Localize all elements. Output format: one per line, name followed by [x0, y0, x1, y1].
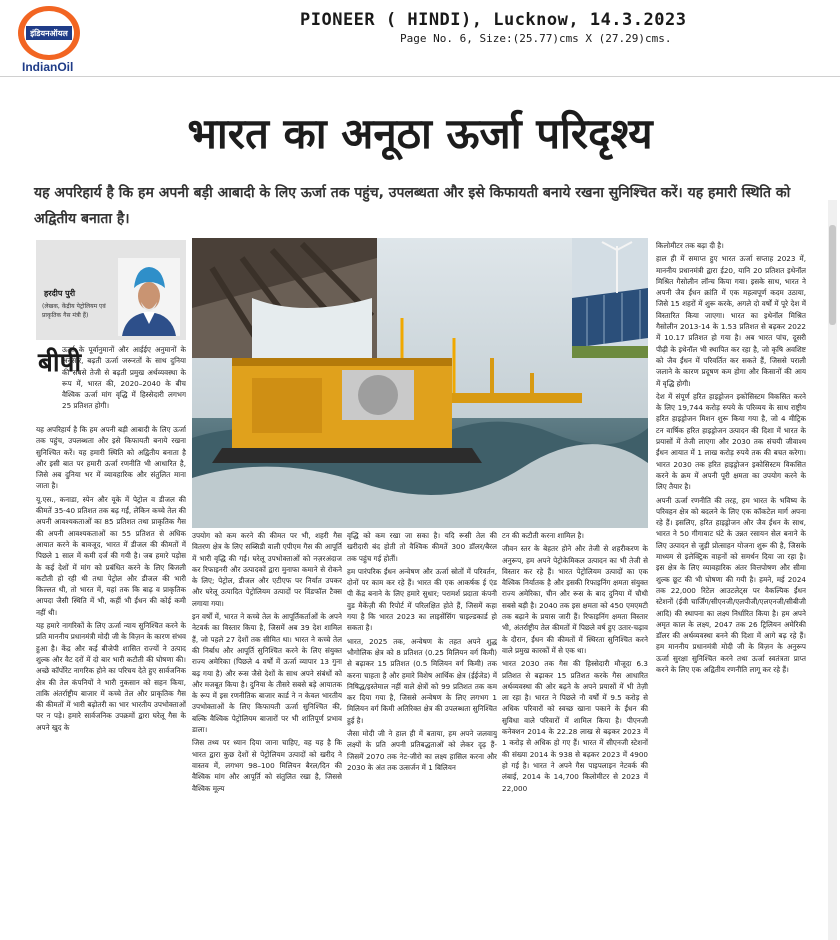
publication-line: PIONEER ( HINDI), Lucknow, 14.3.2023 [300, 10, 687, 30]
column-5 [656, 240, 806, 932]
paragraph: जीवन स्तर के बेहतर होने और तेजी से शहरीकरण के अनुरूप, हम अपने पेट्रोकेमिकल उत्पादन का भी तेजी से विस्तार कर रहे हैं। भारत पेट्रोलियम उत्पादों का एक वैश्विक निर्यातक है और इसकी रिफाइनिंग क्षमता संयुक्त राज्य अमेरिका, चीन और रूस के बाद दुनिया में चौथी सबसे बड़ी है। 2040 तक इस क्षमता को 450 एमएमटी तक बढ़ाने के प्रयास जारी हैं। रिफाइनिंग क्षमता विस्तार भी, अंतर्राष्ट्रीय तेल कीमतों में पिछले वर्ष हुए उतार-चढ़ाव के दौरान, ईंधन की कीमतों में स्थिरता सुनिश्चित करने वाले प्रमुख कारकों में से एक था। [502, 544, 648, 655]
paragraph: अपनी ऊर्जा रणनीति की तरह, हम भारत के भविष्य के परिवहन क्षेत्र को बदलने के लिए एक कॉकटेल मार्ग अपना रहे हैं। इसलिए, हरित हाइड्रोजन और जैव ईंधन के साथ, भारत ने 50 गीगावाट घंटे के उन्नत रसायन सेल बनाने के लिए उत्पादन से जुड़ी प्रोत्साहन योजना शुरू की है, जिसके माध्यम से इलेक्ट्रिक वाहनों को समर्थन दिया जा रहा है। इस क्षेत्र के लिए व्यावहारिक अंतर वित्तपोषण और सीमा शुल्क छूट की भी घोषणा की गयी है। हमने, मई 2024 तक 22,000 रिटेल आउटलेट्स पर वैकल्पिक ईंधन स्टेशनों (ईवी चार्जिंग/सीएनजी/एलपीजी/एलएनजी/सीबीजी आदि) की स्थापना का लक्ष्य निर्धारित किया है। हम अपने अमृत काल के लक्ष्य, 2047 तक 26 ट्रिलियन अमेरिकी डॉलर की अर्थव्यवस्था बनने की दिशा में आगे बढ़ रहे हैं। हम माननीय प्रधानमंत्री मोदी जी के विज़न के अनुरूप ऊर्जा सुरक्षा सुनिश्चित करने तथा ऊर्जा स्वतंत्रता प्राप्त करने के लिए एक अद्वितीय रणनीति लागू कर रहे हैं। [656, 495, 806, 674]
drop-cap: बीपी [38, 348, 82, 378]
scrollbar-thumb[interactable] [829, 225, 836, 325]
paragraph: हम पारंपरिक ईंधन अन्वेषण और ऊर्जा स्रोतों में परिवर्तन, दोनों पर काम कर रहे हैं। भारत की एक आकर्षक ई एंड पी केंद्र बनाने के लिए हमारे सुधार; परामर्श प्रदाता कंपनी वुड मैकेंज़ी की रिपोर्ट में परिलक्षित होते हैं, जिसमें कहा गया है कि भारत 2023 का लाइसेंसिंग चाइल्डकार्ड हो सकता है। [347, 566, 497, 633]
column-2 [192, 530, 342, 932]
brand-name: IndianOil [22, 60, 74, 74]
paragraph: यह अपरिहार्य है कि हम अपनी बड़ी आबादी के लिए ऊर्जा तक पहुंच, उपलब्धता और इसे किफायती बनाये रखना सुनिश्चित करें। यह हमारी स्थिति को अद्वितीय बनाता है और इसी बात पर हमारी ऊर्जा रणनीति भी आधारित है, जिसे अब दुनिया भर में व्यावहारिक और संतुलित माना जाता है। [36, 425, 186, 491]
paragraph: भारत 2030 तक गैस की हिस्सेदारी मौजूदा 6.3 प्रतिशत से बढ़ाकर 15 प्रतिशत करके गैस आधारित अर्थव्यवस्था की ओर बढ़ने के अपने प्रयासों में भी तेज़ी ला रहा है। भारत ने पिछले नौ वर्षों में 9.5 करोड़ से अधिक परिवारों को स्वच्छ खाना पकाने के ईंधन की सुविधा वाले परिवारों में शामिल किया है। पीएनजी कनेक्शन 2014 के 22.28 लाख से बढ़कर 2023 में 1 करोड़ से अधिक हो गए हैं। भारत में सीएनजी स्टेशनों की संख्या 2014 के 938 से बढ़कर 2023 में 4900 हो गई है। भारत ने अपने गैस पाइपलाइन नेटवर्क की लंबाई, 2014 के 14,700 किलोमीटर से 2023 में 22,000 [502, 659, 648, 793]
paragraph: उपयोग को कम करने की कीमत पर भी, शहरी गैस वितरण क्षेत्र के लिए सब्सिडी वाली एपीएम गैस की आपूर्ति में भारी वृद्धि की गई। घरेलू उपभोक्ताओं को नज़रअंदाज कर रिफाइनरी और उत्पादकों द्वारा मुनाफा कमाने से रोकने के लिए; पेट्रोल, डीजल और एटीएफ पर निर्यात उपकर और घरेलू उत्पादित पेट्रोलियम उत्पादों पर विंडफॉल टैक्स लगाया गया। [192, 531, 342, 608]
paragraph: यू.एस., कनाडा, स्पेन और यूके में पेट्रोल व डीजल की कीमतें 35-40 प्रतिशत तक बढ़ गईं, लेकिन कच्चे तेल की अपनी आवश्यकताओं का 85 प्रतिशत तथा प्राकृतिक गैस की अपनी आवश्यकताओं का 55 प्रतिशत से अधिक आयात करने के बावजूद, भारत में डीजल की कीमतों में पिछले 1 साल में कमी दर्ज की गयी है। जब हमारे पड़ोस के कई देशों में मांग को प्रबंधित करने के लिए बिजली कटौती हो रही थी तथा पेट्रोल और डीजल की भारी किल्लत थी, तो भारत में, यहां तक कि बाढ़ व प्राकृतिक आपदा जैसी स्थिति में भी, कहीं भी ईंधन की कोई कमी नहीं थी। [36, 494, 186, 617]
article-intro: यह अपरिहार्य है कि हम अपनी बड़ी आबादी के लिए ऊर्जा तक पहुंच, उपलब्धता और इसे किफायती बनाये रखना सुनिश्चित करें। यह हमारी स्थिति को अद्वितीय बनाता है। [34, 185, 791, 227]
indianoil-logo [18, 6, 80, 60]
column-3 [347, 530, 497, 932]
paragraph: किलोमीटर तक बढ़ा दी है। [656, 241, 724, 250]
paragraph: ऊर्जा के पूर्वानुमानों और आईईए अनुमानों के अनुसार, बढ़ती ऊर्जा जरूरतों के साथ दुनिया की सबसे तेजी से बढ़ती प्रमुख अर्थव्यवस्था के रूप में, भारत की, 2020–2040 के बीच वैश्विक ऊर्जा मांग वृद्धि में हिस्सेदारी लगभग 25 प्रतिशत होगी। [62, 345, 186, 411]
author-photo [118, 258, 180, 336]
paragraph: यह हमारे नागरिकों के लिए ऊर्जा न्याय सुनिश्चित करने के प्रति माननीय प्रधानमंत्री मोदी जी के विज़न के कारण संभव हुआ है। केंद्र और कई बीजेपी शासित राज्यों ने उत्पाद शुल्क और वैट दरों में दो बार भारी कटौती की घोषणा की। अच्छे कॉर्पोरेट नागरिक होने का परिचय देते हुए सार्वजनिक क्षेत्र की तेल कंपनियों ने भारी नुकसान को सहन किया, ताकि अंतर्राष्ट्रीय बाजार में कच्चे तेल और प्राकृतिक गैस की कीमतों में भारी बढ़ोतरी का भार भारतीय उपभोक्ताओं पर न पड़े। हमारे सार्वजनिक उपक्रमों द्वारा घरेलू गैस के अपने खुद के [36, 621, 186, 732]
logo-text: इंडियनऑयल [26, 26, 72, 40]
column-1-lead [62, 344, 186, 424]
paragraph: देश में संपूर्ण हरित हाइड्रोजन इकोसिस्टम विकसित करने के लिए 19,744 करोड़ रुपये के परिव्यय के साथ राष्ट्रीय हरित हाइड्रोजन मिशन शुरू किया गया है, जो 4 मीट्रिक टन वार्षिक हरित हाइड्रोजन उत्पादन की दिशा में भारत के प्रयासों में तेजी लाएगा और 2030 तक संचयी जीवाश्म ईंधन आयात में 1 लाख करोड़ रुपये तक की बचत करेगा। भारत 2030 तक हरित हाइड्रोजन इकोसिस्टम विकसित करने के क्रम में अपनी पूरी क्षमता का उपयोग करने के लिए तैयार है। [656, 391, 806, 492]
paragraph: भारत, 2025 तक, अन्वेषण के तहत अपने शुद्ध भौगोलिक क्षेत्र को 8 प्रतिशत (0.25 मिलियन वर्ग किमी) से बढ़ाकर 15 प्रतिशत (0.5 मिलियन वर्ग किमी) तक करना चाहता है और हमारे विशेष आर्थिक क्षेत्र (ईईजेड) में निषिद्ध/इस्तेमाल नहीं वाले क्षेत्रों को 99 प्रतिशत तक कम कर दिया गया है, जिससे अन्वेषण के लिए लगभग 1 मिलियन वर्ग किमी अतिरिक्त क्षेत्र की उपलब्धता सुनिश्चित हुई है। [347, 636, 497, 725]
paragraph: टन की कटौती करना शामिल है। [502, 531, 585, 540]
paragraph: जैसा मोदी जी ने हाल ही में बताया, हम अपने जलवायु लक्ष्यों के प्रति अपनी प्रतिबद्धताओं को लेकर दृढ़ हैं- जिसमें 2070 तक नेट-जीरो का लक्ष्य हासिल करना और 2030 के अंत तक उत्सर्जन में 1 बिलियन [347, 729, 497, 772]
paragraph: इन वर्षों में, भारत ने कच्चे तेल के आपूर्तिकर्ताओं के अपने नेटवर्क का विस्तार किया है, जिसमें अब 39 देश शामिल हैं, जो पहले 27 देशों तक सीमित था। भारत ने कच्चे तेल की निर्बाध और आपूर्ति सुनिश्चित करने के लिए संयुक्त राज्य अमेरिका (पिछले 4 वर्षों में ऊर्जा व्यापार 13 गुना बढ़ गया है) और रूस जैसे देशों के साथ अपने संबंधों को और मजबूत किया है। दुनिया के तीसरे सबसे बड़े आयातक के रूप में इस रणनीतिक बाजार कार्ड ने न केवल भारतीय उपभोक्ताओं के लिए किफायती ऊर्जा सुनिश्चित की, बल्कि वैश्विक पेट्रोलियम बाजारों पर भी शांतिपूर्ण प्रभाव डाला। [192, 612, 342, 735]
column-4 [502, 530, 648, 932]
author-name: हरदीप पुरी [44, 289, 76, 298]
logo-inner [24, 11, 74, 55]
page-info: Page No. 6, Size:(25.77)cms X (27.29)cms. [400, 32, 672, 45]
paragraph: जिस तथ्य पर ध्यान दिया जाना चाहिए, वह यह है कि भारत द्वारा कुछ देशों से पेट्रोलियम उत्पादों को खरीद ने वास्तव में, लगभग 98–100 मिलियन बैरल/दिन की वैश्विक मांग और आपूर्ति को संतुलित रखा है, जिससे वैश्विक मूल्य [192, 738, 342, 793]
header-divider [0, 76, 840, 77]
author-role: (लेखक, केंद्रीय पेट्रोलियम एवं प्राकृतिक गैस मंत्री हैं) [42, 303, 106, 319]
paragraph: वृद्धि को कम रखा जा सका है। यदि रूसी तेल की खरीदारी बंद होती तो वैश्विक कीमतें 300 डॉलर/बैरल तक पहुंच गई होतीं। [347, 531, 497, 563]
article-photo [192, 238, 648, 528]
column-1 [36, 424, 186, 932]
article-headline: भारत का अनूठा ऊर्जा परिदृश्य [187, 109, 653, 158]
paragraph: हाल ही में समाप्त हुए भारत ऊर्जा सप्ताह 2023 में, माननीय प्रधानमंत्री द्वारा ई20, यानि 20 प्रतिशत इथेनॉल मिश्रित गैसोलीन लॉन्च किया गया। इसके साथ, भारत ने अपनी जैव ईंधन क्रांति में एक महत्वपूर्ण कदम उठाया, जिसे 15 शहरों में शुरू करके, अगले दो वर्षों में पूरे देश में विस्तारित किया जाएगा। भारत का इथेनॉल मिश्रित गैसोलीन 2013-14 के 1.53 प्रतिशत से बढ़कर 2022 में 10.17 प्रतिशत हो गया है। अब भारत पांच, दूसरी पीढ़ी के इथेनॉल भी स्थापित कर रहा है, जो कृषि अवशिष्ट को जैव ईंधन में परिवर्तित कर सकते हैं, जिससे पराली जलाने के कारण प्रदूषण कम होगा और किसानों की आय में वृद्धि होगी। [656, 254, 806, 388]
